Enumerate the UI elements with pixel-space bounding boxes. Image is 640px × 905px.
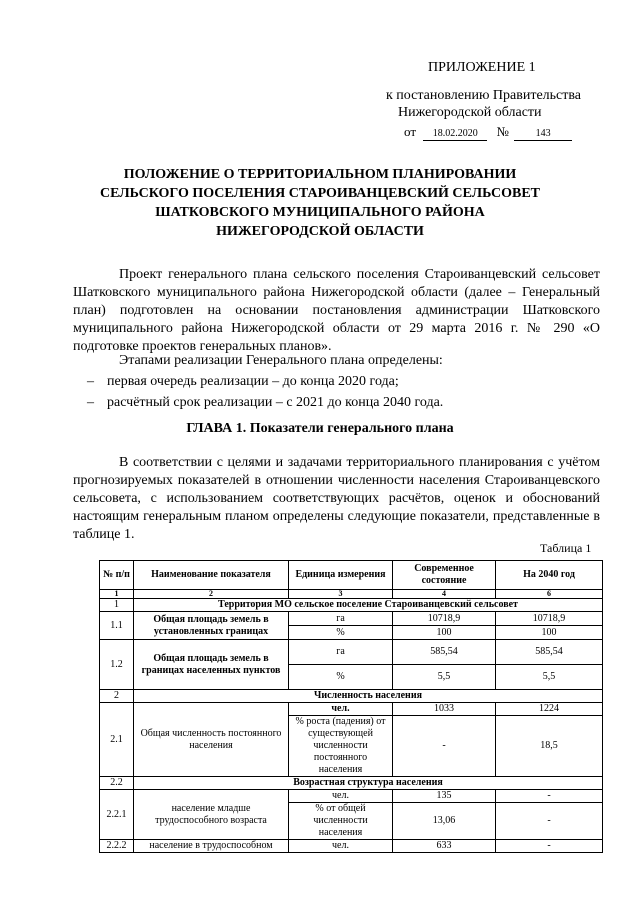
table-caption: Таблица 1	[540, 541, 592, 555]
chapter-paragraph	[73, 454, 600, 544]
table-header-row	[100, 561, 603, 590]
table-row	[100, 703, 603, 716]
col-number: 2	[134, 590, 289, 599]
row-name: Общая численность постоянного населения	[134, 703, 289, 777]
row-unit: %	[289, 665, 393, 690]
stages-intro: Этапами реализации Генерального плана определены:	[119, 353, 443, 368]
row-2040: 18,5	[496, 716, 603, 777]
row-num: 2.2.2	[100, 840, 134, 853]
col-number: 3	[289, 590, 393, 599]
col-number: 6	[496, 590, 603, 599]
document-title	[90, 165, 550, 241]
decree-line-2: Нижегородской области	[398, 105, 542, 120]
table-row	[100, 690, 603, 703]
row-name: Общая площадь земель в установленных границах	[134, 612, 289, 640]
column-numbers-row	[100, 590, 603, 599]
table-row	[100, 640, 603, 665]
title-line-3: ШАТКОВСКОГО МУНИЦИПАЛЬНОГО РАЙОНА	[155, 205, 485, 220]
row-current: 13,06	[393, 803, 496, 840]
row-num: 1.1	[100, 612, 134, 640]
decree-date-number	[404, 124, 572, 141]
intro-paragraph	[73, 266, 600, 356]
row-2040: 1224	[496, 703, 603, 716]
row-unit: чел.	[289, 790, 393, 803]
row-unit: га	[289, 640, 393, 665]
row-current: 10718,9	[393, 612, 496, 626]
table-row	[100, 840, 603, 853]
header-unit: Единица измерения	[289, 561, 393, 590]
row-current: 1033	[393, 703, 496, 716]
row-unit: % от общей численности населения	[289, 803, 393, 840]
appendix-label: ПРИЛОЖЕНИЕ 1	[428, 60, 536, 75]
intro-text: Проект генерального плана сельского поселения Староиванцевский сельсовет Шатковского муниципального района Нижегородской области (далее – Генеральный план) подготовлен на основании постановления администрации Шатковского муниципального района Нижегородской области от 29 марта 2016 г. № 290 «О подготовке проектов генеральных планов».	[73, 267, 600, 354]
decree-reference	[386, 87, 606, 121]
decree-number: 143	[514, 128, 572, 141]
col-number: 1	[100, 590, 134, 599]
section-title: Возрастная структура населения	[134, 777, 603, 790]
row-2040: 5,5	[496, 665, 603, 690]
row-current: 633	[393, 840, 496, 853]
row-name: население младше трудоспособного возраста	[134, 790, 289, 840]
table-row	[100, 612, 603, 626]
row-num: 1.2	[100, 640, 134, 690]
header-2040: На 2040 год	[496, 561, 603, 590]
row-current: 100	[393, 626, 496, 640]
row-2040: 10718,9	[496, 612, 603, 626]
row-2040: -	[496, 790, 603, 803]
row-unit: га	[289, 612, 393, 626]
row-current: 5,5	[393, 665, 496, 690]
section-num: 2	[100, 690, 134, 703]
title-line-1: ПОЛОЖЕНИЕ О ТЕРРИТОРИАЛЬНОМ ПЛАНИРОВАНИИ	[123, 167, 517, 182]
row-unit: чел.	[289, 703, 393, 716]
row-unit: % роста (падения) от существующей численности постоянного населения	[289, 716, 393, 777]
section-num: 1	[100, 599, 134, 612]
row-name: Общая площадь земель в границах населенных пунктов	[134, 640, 289, 690]
section-title: Территория МО сельское поселение Староиванцевский сельсовет	[134, 599, 603, 612]
list-item: – расчётный срок реализации – с 2021 до конца 2040 года.	[87, 395, 444, 410]
row-current: 585,54	[393, 640, 496, 665]
row-num: 2.2.1	[100, 790, 134, 840]
from-label: от	[404, 124, 417, 139]
decree-line-1: к постановлению Правительства	[386, 88, 582, 103]
header-current: Современное состояние	[393, 561, 496, 590]
stage-2: расчётный срок реализации – с 2021 до конца 2040 года.	[107, 395, 444, 410]
row-num: 2.1	[100, 703, 134, 777]
stages-list	[73, 350, 600, 413]
row-2040: 100	[496, 626, 603, 640]
table-row	[100, 790, 603, 803]
chapter-heading: ГЛАВА 1. Показатели генерального плана	[186, 421, 454, 436]
indicators-table	[99, 560, 603, 853]
row-name: население в трудоспособном	[134, 840, 289, 853]
row-2040: -	[496, 803, 603, 840]
section-num: 2.2	[100, 777, 134, 790]
list-item: – первая очередь реализации – до конца 2020 года;	[87, 374, 399, 389]
table-row	[100, 599, 603, 612]
row-current: 135	[393, 790, 496, 803]
row-2040: -	[496, 840, 603, 853]
header-name: Наименование показателя	[134, 561, 289, 590]
chapter-text: В соответствии с целями и задачами территориального планирования с учётом прогнозируемых показателей в отношении численности населения Староиванцевского сельсовета, с использованием соответствующих расчётов, оценок и обоснований настоящим генеральным планом определены следующие показатели, представленные в таблице 1.	[73, 455, 600, 542]
title-line-4: НИЖЕГОРОДСКОЙ ОБЛАСТИ	[216, 224, 424, 239]
row-unit: %	[289, 626, 393, 640]
table-row	[100, 777, 603, 790]
decree-date: 18.02.2020	[423, 128, 487, 141]
title-line-2: СЕЛЬСКОГО ПОСЕЛЕНИЯ СТАРОИВАНЦЕВСКИЙ СЕЛЬСОВЕТ	[99, 186, 540, 201]
col-number: 4	[393, 590, 496, 599]
header-num: № п/п	[100, 561, 134, 590]
stage-1: первая очередь реализации – до конца 2020 года;	[107, 374, 399, 389]
row-current: -	[393, 716, 496, 777]
row-2040: 585,54	[496, 640, 603, 665]
row-unit: чел.	[289, 840, 393, 853]
number-label: №	[496, 124, 509, 139]
section-title: Численность населения	[134, 690, 603, 703]
